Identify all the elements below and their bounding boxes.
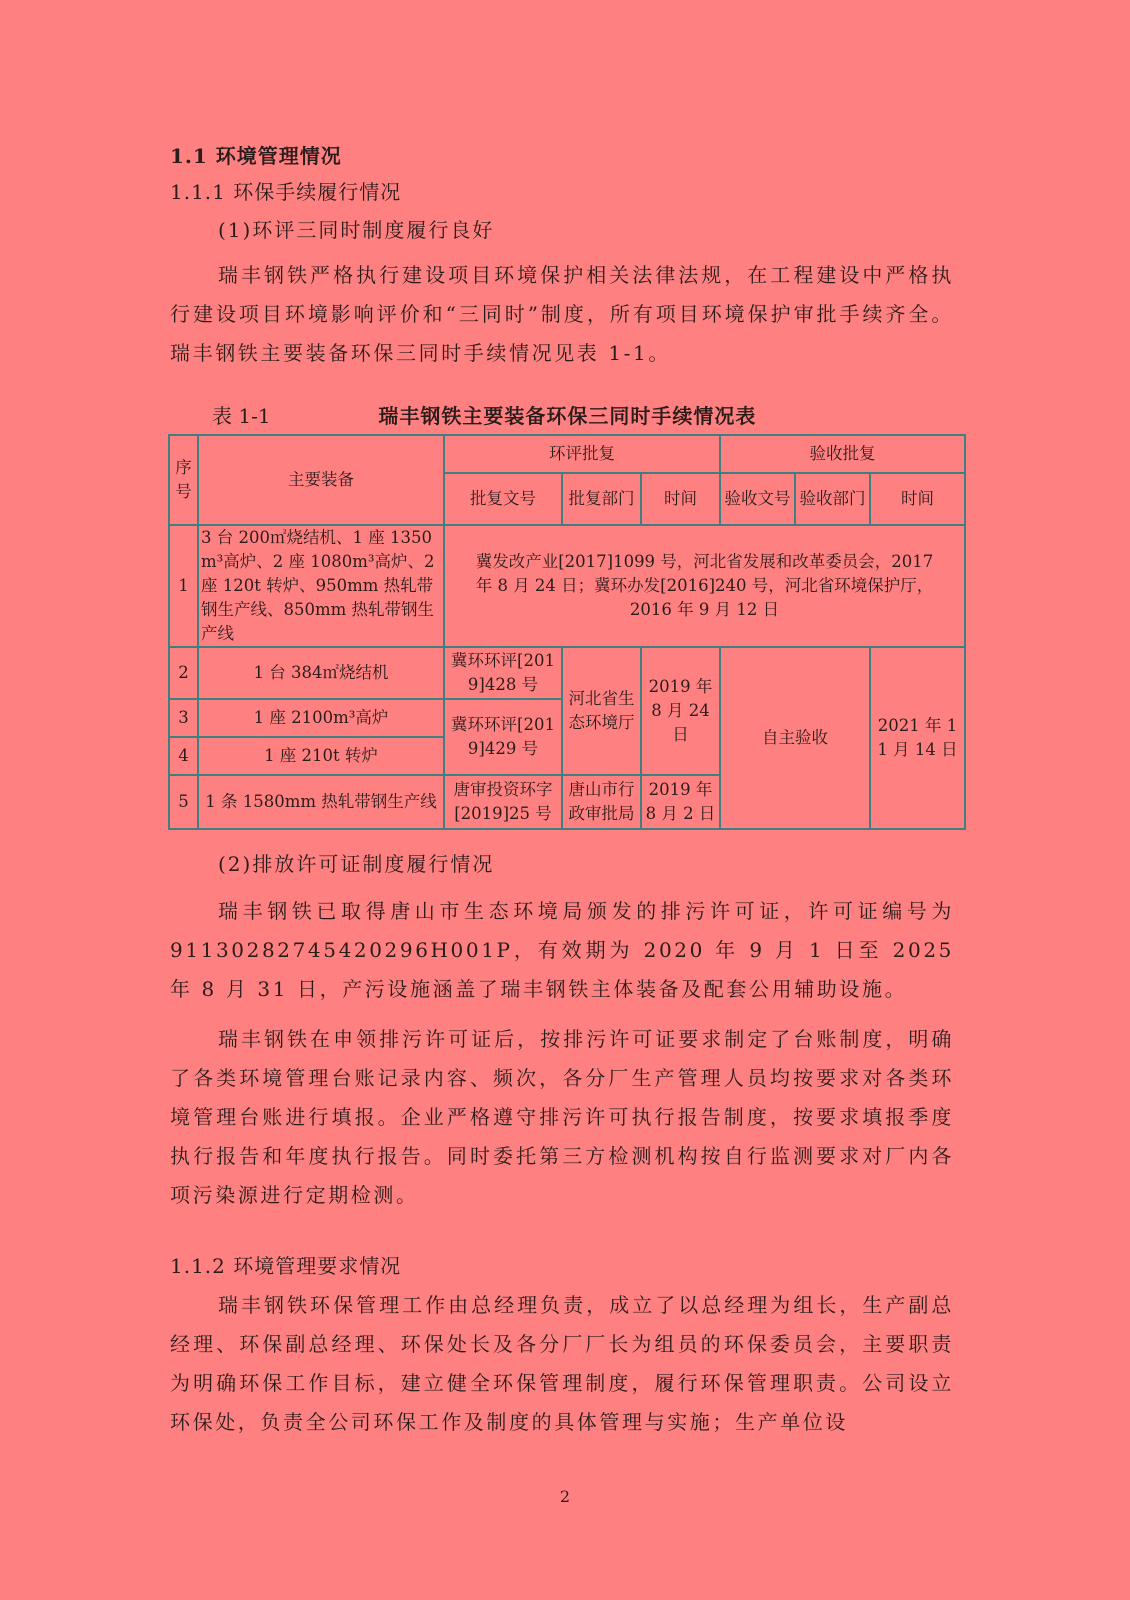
section-title: 1.1 环境管理情况	[170, 144, 342, 168]
table-row	[169, 525, 965, 647]
page-number: 2	[559, 1487, 571, 1506]
row2-approval-doc: 冀环环评[2019]428 号	[444, 647, 562, 699]
row3-seq: 3	[169, 699, 198, 737]
row1-equipment: 3 台 200㎡烧结机、1 座 1350m³高炉、2 座 1080m³高炉、2 座 120t 转炉、950mm 热轧带钢生产线、850mm 热轧带钢生产线	[198, 525, 444, 647]
row4-equipment: 1 座 210t 转炉	[198, 737, 444, 775]
header-seq: 序号	[169, 435, 198, 525]
part2-heading: (2)排放许可证制度履行情况	[218, 852, 495, 876]
row1-seq: 1	[169, 525, 198, 647]
table-caption	[212, 400, 756, 429]
header-acceptance-doc: 验收文号	[720, 473, 795, 525]
row3-equipment: 1 座 2100m³高炉	[198, 699, 444, 737]
row5-time: 2019 年 8 月 2 日	[641, 775, 720, 829]
part3-paragraph: 瑞丰钢铁环保管理工作由总经理负责，成立了以总经理为组长，生产副总经理、环保副总经理、环保处长及各分厂厂长为组员的环保委员会，主要职责为明确环保工作目标，建立健全环保管理制度，履行环保管理职责。公司设立环保处，负责全公司环保工作及制度的具体管理与实施；生产单位设	[170, 1293, 954, 1434]
row2-equipment: 1 台 384㎡烧结机	[198, 647, 444, 699]
table-caption-number: 表 1-1	[212, 404, 271, 428]
acceptance-merged: 自主验收	[720, 647, 870, 829]
row5-approval-dept: 唐山市行政审批局	[562, 775, 641, 829]
row1-merged-approval: 冀发改产业[2017]1099 号，河北省发展和改革委员会，2017 年 8 月 24 日；冀环办发[2016]240 号，河北省环境保护厅，2016 年 9 月 12 日	[444, 525, 965, 647]
table-caption-title: 瑞丰钢铁主要装备环保三同时手续情况表	[378, 404, 757, 428]
row5-equipment: 1 条 1580mm 热轧带钢生产线	[198, 775, 444, 829]
header-acceptance: 验收批复	[720, 435, 965, 473]
header-approval-doc: 批复文号	[444, 473, 562, 525]
header-approval-dept: 批复部门	[562, 473, 641, 525]
row5-seq: 5	[169, 775, 198, 829]
row2-seq: 2	[169, 647, 198, 699]
header-equipment: 主要装备	[198, 435, 444, 525]
row4-seq: 4	[169, 737, 198, 775]
header-time: 时间	[641, 473, 720, 525]
part1-heading: (1)环评三同时制度履行良好	[218, 218, 495, 242]
equipment-approval-table	[168, 434, 966, 830]
row5-approval-doc: 唐审投资环字[2019]25 号	[444, 775, 562, 829]
header-acceptance-dept: 验收部门	[795, 473, 870, 525]
part2-paragraph-1: 瑞丰钢铁已取得唐山市生态环境局颁发的排污许可证，许可证编号为 91130282745420296H001P，有效期为 2020 年 9 月 1 日至 2025 年 8 月 31 日，产污设施涵盖了瑞丰钢铁主体装备及配套公用辅助设施。	[170, 899, 954, 1001]
subsection-title-1: 1.1.1 环保手续履行情况	[170, 180, 402, 204]
row3-approval-doc: 冀环环评[2019]429 号	[444, 699, 562, 775]
row2-time: 2019 年 8 月 24 日	[641, 647, 720, 775]
acceptance-time: 2021 年 11 月 14 日	[870, 647, 965, 829]
subsection-title-2: 1.1.2 环境管理要求情况	[170, 1254, 402, 1278]
header-eia: 环评批复	[444, 435, 720, 473]
part1-paragraph: 瑞丰钢铁严格执行建设项目环境保护相关法律法规，在工程建设中严格执行建设项目环境影响评价和“三同时”制度，所有项目环境保护审批手续齐全。瑞丰钢铁主要装备环保三同时手续情况见表 1-1。	[170, 263, 954, 365]
table-row	[169, 647, 965, 699]
part2-paragraph-2: 瑞丰钢铁在申领排污许可证后，按排污许可证要求制定了台账制度，明确了各类环境管理台账记录内容、频次，各分厂生产管理人员均按要求对各类环境管理台账进行填报。企业严格遵守排污许可执行报告制度，按要求填报季度执行报告和年度执行报告。同时委托第三方检测机构按自行监测要求对厂内各项污染源进行定期检测。	[170, 1027, 954, 1207]
row2-approval-dept: 河北省生态环境厅	[562, 647, 641, 775]
header-time-2: 时间	[870, 473, 965, 525]
